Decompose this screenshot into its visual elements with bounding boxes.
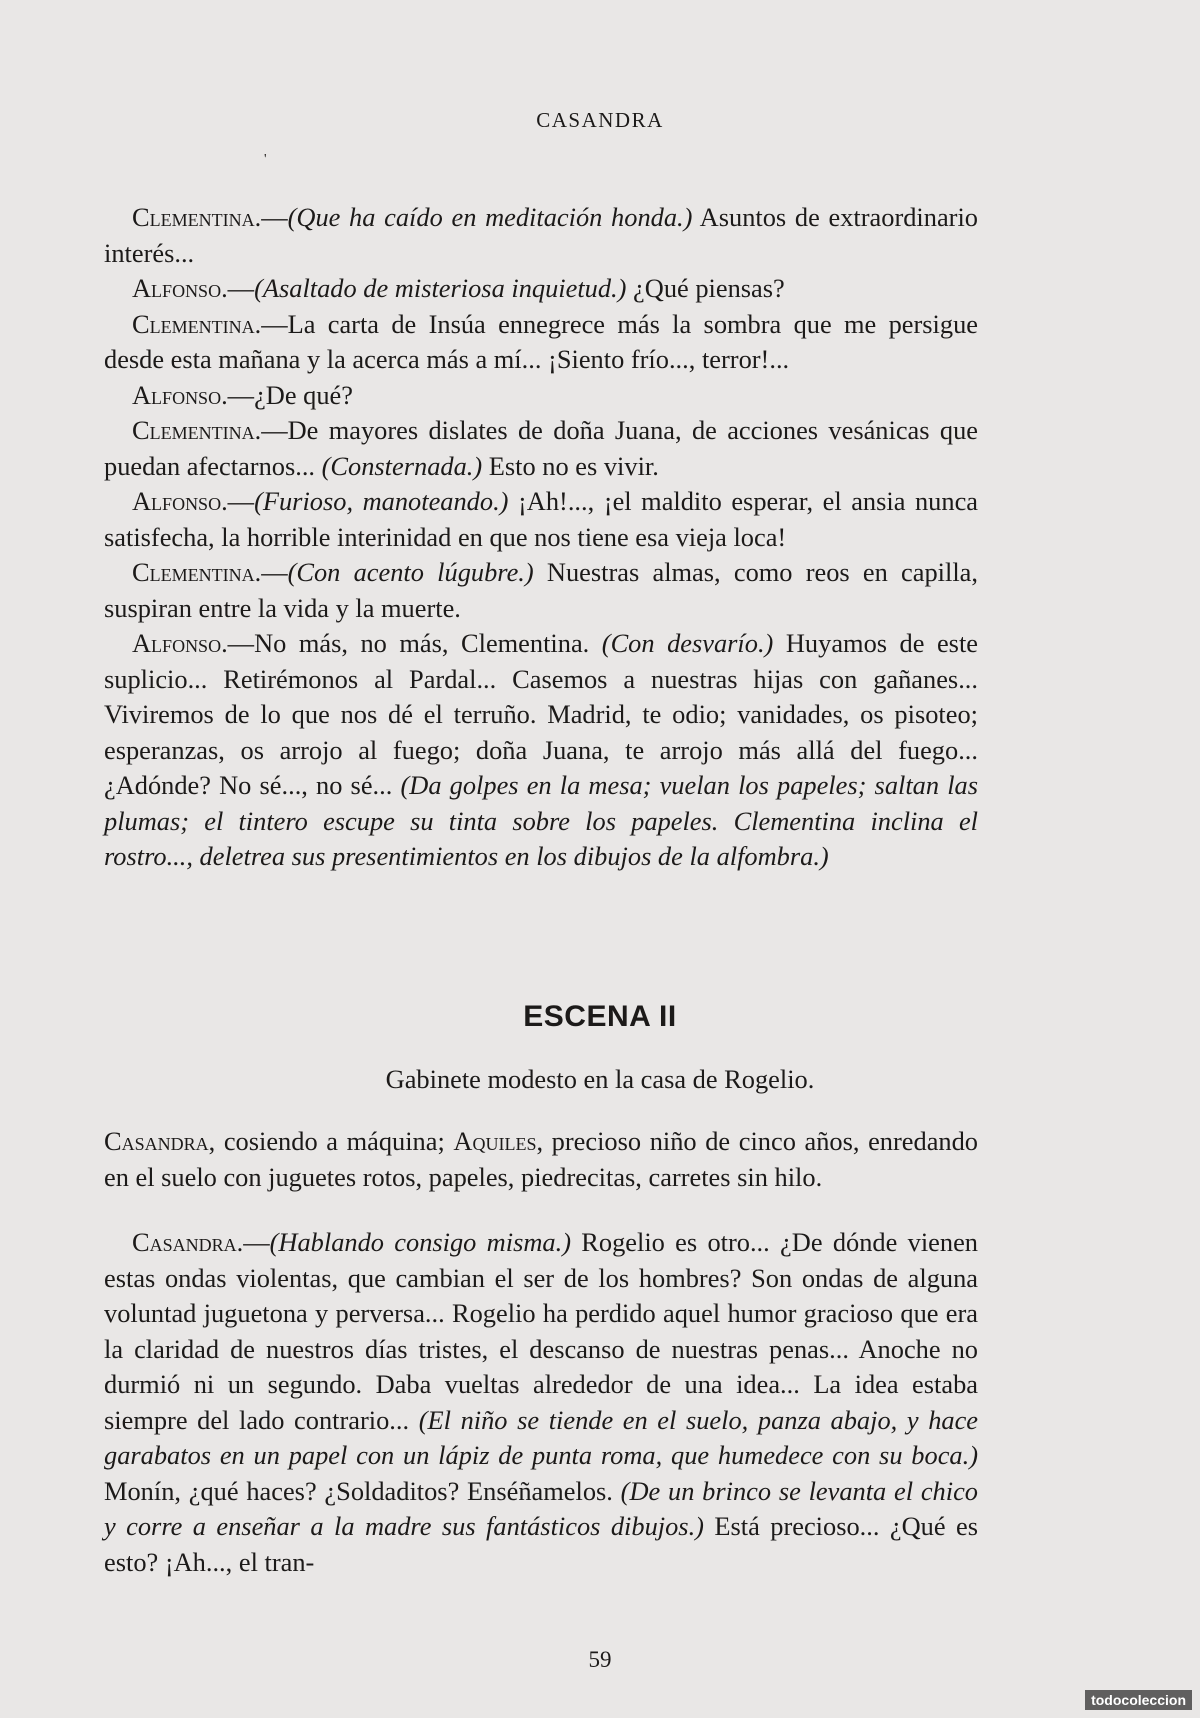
speaker-name: Clementina [132, 308, 255, 339]
character-name: Aquiles [453, 1126, 537, 1156]
dialogue-text: No más, no más, Clementina. [254, 628, 602, 658]
character-list [104, 1124, 978, 1195]
speaker-separator: .— [254, 415, 288, 445]
stage-direction: (Consternada.) [321, 450, 483, 481]
dialogue-text: Monín, ¿qué haces? ¿Soldaditos? Enséñamelos. [104, 1475, 621, 1506]
stage-direction: (Que ha caído en meditación honda.) [287, 202, 693, 232]
speaker-name: Alfonso [132, 273, 222, 303]
stage-direction: (Con acento lúgubre.) [287, 557, 534, 587]
speaker-separator: .— [221, 486, 255, 516]
watermark: todocoleccion [1085, 1690, 1192, 1710]
page-number: 59 [588, 1647, 612, 1672]
speaker-name: Alfonso [132, 486, 222, 516]
speaker-separator: .— [236, 1227, 270, 1257]
speech-paragraph [104, 626, 978, 875]
speaker-separator: .— [254, 202, 288, 232]
dialogue-block-2 [104, 1225, 978, 1580]
speaker-separator: .— [221, 379, 255, 410]
ink-mark: ' [264, 152, 267, 167]
speech-paragraph [104, 484, 978, 555]
speech-paragraph [104, 307, 978, 378]
speaker-name: Clementina [132, 202, 255, 232]
speaker-name: Alfonso [132, 628, 222, 658]
stage-direction: (Asaltado de misteriosa inquietud.) [254, 273, 627, 303]
dialogue-text: Esto no es vivir. [482, 450, 659, 481]
dialogue-text: Asuntos de extraordinario interés... [104, 202, 978, 268]
dialogue-text: Huyamos de este suplicio... Retirémonos al Pardal... Casemos a nuestras hijas con gañanes... Viviremos de lo que nos dé el terruño. Madrid, te odio; vanidades, os pisoteo; esperanzas, os arrojo al fuego; doña Juana, te arrojo más allá del fuego... ¿Adónde? No sé..., no sé... [104, 628, 979, 800]
dialogue-text: ¿Qué piensas? [626, 273, 785, 303]
speaker-name: Alfonso [132, 379, 222, 410]
dialogue-text: La carta de Insúa ennegrece más la sombra que me persigue desde esta mañana y la acerca más a mí... ¡Siento frío..., terror!... [104, 308, 978, 374]
speech-paragraph [104, 555, 978, 626]
dialogue-block-1 [104, 200, 978, 875]
character-description: , precioso niño de cinco años, enredando en el suelo con juguetes rotos, papeles, piedrecitas, carretes sin hilo. [104, 1126, 978, 1192]
speaker-separator: .— [221, 628, 255, 658]
stage-direction: (De un brinco se levanta el chico y corre a enseñar a la madre sus fantásticos dibujos.) [104, 1475, 978, 1541]
stage-direction: (Hablando consigo misma.) [269, 1227, 571, 1257]
character-list-paragraph [104, 1124, 978, 1195]
speech-paragraph [104, 413, 978, 484]
stage-direction: (El niño se tiende en el suelo, panza abajo, y hace garabatos en un papel con un lápiz de punta roma, que humedece con su boca.) [104, 1404, 979, 1470]
dialogue-text: De mayores dislates de doña Juana, de acciones vesánicas que puedan afectarnos... [104, 415, 978, 481]
stage-direction: (Da golpes en la mesa; vuelan los papeles; saltan las plumas; el tintero escupe su tinta sobre los papeles. Clementina inclina el rostro..., deletrea sus presentimientos en los dibujos de la alfombra.) [104, 770, 979, 871]
dialogue-text: ¡Ah!..., ¡el maldito esperar, el ansia nunca satisfecha, la horrible interinidad en que nos tiene esa vieja loca! [104, 486, 978, 552]
character-name: Casandra [104, 1126, 209, 1156]
speaker-separator: .— [254, 308, 288, 339]
speaker-name: Clementina [132, 557, 255, 587]
speech-paragraph [104, 1225, 978, 1580]
scene-setting: Gabinete modesto en la casa de Rogelio. [385, 1064, 815, 1094]
dialogue-text: ¿De qué? [254, 379, 353, 410]
speech-paragraph [104, 271, 978, 307]
speaker-separator: .— [221, 273, 255, 303]
speaker-name: Clementina [132, 415, 255, 445]
dialogue-text: Está precioso... ¿Qué es esto? ¡Ah..., el tran- [104, 1511, 978, 1577]
stage-direction: (Furioso, manoteando.) [254, 486, 509, 516]
dialogue-text: Rogelio es otro... ¿De dónde vienen estas ondas violentas, que cambian el ser de los hombres? Son ondas de alguna voluntad juguetona y perversa... Rogelio ha perdido aquel humor gracioso que era la claridad de nuestros días tristes, el descanso de nuestras penas... Anoche no durmió ni un segundo. Daba vueltas alrededor de una idea... La idea estaba siempre del lado contrario... [104, 1227, 978, 1435]
character-description: , cosiendo a máquina; [208, 1126, 454, 1156]
stage-direction: (Con desvarío.) [601, 628, 774, 658]
speech-paragraph [104, 378, 978, 414]
speaker-name: Casandra [132, 1227, 237, 1257]
scene-title: ESCENA II [523, 1000, 677, 1033]
running-head: CASANDRA [536, 108, 664, 132]
speech-paragraph [104, 200, 978, 271]
dialogue-text: Nuestras almas, como reos en capilla, suspiran entre la vida y la muerte. [104, 557, 978, 623]
speaker-separator: .— [254, 557, 288, 587]
